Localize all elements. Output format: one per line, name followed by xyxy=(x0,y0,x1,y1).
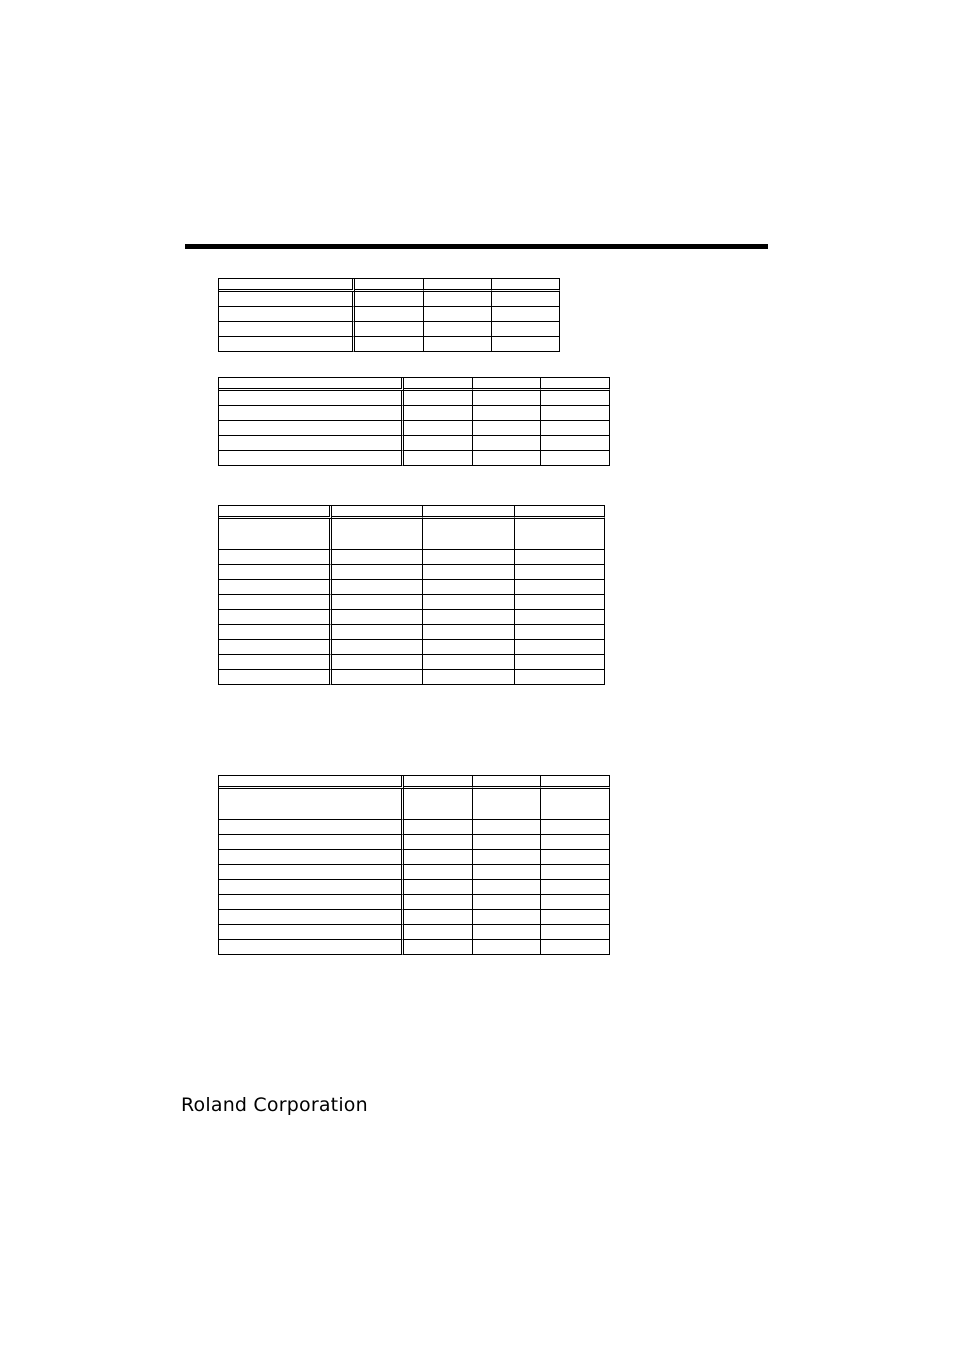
table-header-row xyxy=(219,506,605,519)
table-cell xyxy=(404,436,472,451)
table-cell xyxy=(541,850,610,865)
table-row xyxy=(219,565,605,580)
table-row xyxy=(219,580,605,595)
table-cell xyxy=(541,451,610,466)
table-cell xyxy=(332,610,423,625)
table-row xyxy=(219,322,560,337)
table-cell xyxy=(473,378,541,391)
table-row xyxy=(219,910,610,925)
table-cell xyxy=(219,776,404,789)
table-row xyxy=(219,625,605,640)
table-cell xyxy=(404,835,472,850)
table-cell xyxy=(424,337,492,352)
table-row xyxy=(219,436,610,451)
table-cell xyxy=(332,519,423,550)
table-row xyxy=(219,451,610,466)
table-cell xyxy=(404,865,472,880)
table-cell xyxy=(219,640,332,655)
table-cell xyxy=(473,865,541,880)
table-cell xyxy=(219,625,332,640)
table-cell xyxy=(424,292,492,307)
table-cell xyxy=(355,337,423,352)
table-cell xyxy=(541,436,610,451)
table-cell xyxy=(423,610,514,625)
table-row xyxy=(219,640,605,655)
table-cell xyxy=(473,391,541,406)
table-cell xyxy=(219,865,404,880)
table-cell xyxy=(332,655,423,670)
table-cell xyxy=(541,406,610,421)
table-row xyxy=(219,421,610,436)
table-cell xyxy=(404,378,472,391)
table-cell xyxy=(219,610,332,625)
table-cell xyxy=(423,595,514,610)
table-cell xyxy=(404,391,472,406)
table-cell xyxy=(404,421,472,436)
table-cell xyxy=(219,406,404,421)
table-cell xyxy=(541,421,610,436)
table-cell xyxy=(541,895,610,910)
table-cell xyxy=(515,655,605,670)
table-row xyxy=(219,655,605,670)
spec-table-1 xyxy=(218,278,560,352)
table-cell xyxy=(541,880,610,895)
table-row xyxy=(219,835,610,850)
table-cell xyxy=(515,595,605,610)
table-cell xyxy=(219,910,404,925)
spec-table-4 xyxy=(218,775,610,955)
table-cell xyxy=(219,337,355,352)
table-row xyxy=(219,595,605,610)
table-cell xyxy=(355,279,423,292)
table-cell xyxy=(424,279,492,292)
table-row xyxy=(219,880,610,895)
table-cell xyxy=(423,565,514,580)
table-cell xyxy=(492,307,560,322)
table-cell xyxy=(473,436,541,451)
brand-name: Roland Corporation xyxy=(181,1094,368,1116)
table-cell xyxy=(515,519,605,550)
table-cell xyxy=(473,925,541,940)
table-cell xyxy=(219,925,404,940)
table-cell xyxy=(219,421,404,436)
table-row xyxy=(219,820,610,835)
table-cell xyxy=(541,835,610,850)
table-cell xyxy=(473,940,541,955)
table-cell xyxy=(423,519,514,550)
table-cell xyxy=(355,292,423,307)
table-cell xyxy=(219,880,404,895)
table-cell xyxy=(219,391,404,406)
table-cell xyxy=(541,789,610,820)
table-cell xyxy=(332,595,423,610)
table-cell xyxy=(219,292,355,307)
table-row xyxy=(219,925,610,940)
table-cell xyxy=(332,625,423,640)
table-cell xyxy=(515,670,605,685)
table-cell xyxy=(473,776,541,789)
table-cell xyxy=(473,789,541,820)
spec-table-3 xyxy=(218,505,605,685)
table-cell xyxy=(515,580,605,595)
table-cell xyxy=(473,880,541,895)
table-cell xyxy=(219,550,332,565)
table-cell xyxy=(404,850,472,865)
table-row xyxy=(219,789,610,820)
spec-table-2 xyxy=(218,377,610,466)
table-cell xyxy=(541,820,610,835)
table-row xyxy=(219,406,610,421)
table-cell xyxy=(423,550,514,565)
table-cell xyxy=(219,322,355,337)
table-cell xyxy=(404,789,472,820)
table-cell xyxy=(404,820,472,835)
table-cell xyxy=(492,337,560,352)
table-cell xyxy=(404,776,472,789)
table-cell xyxy=(219,835,404,850)
table-cell xyxy=(424,307,492,322)
table-row xyxy=(219,940,610,955)
table-row xyxy=(219,337,560,352)
table-header-row xyxy=(219,279,560,292)
table-row xyxy=(219,670,605,685)
table-cell xyxy=(473,451,541,466)
table-cell xyxy=(515,610,605,625)
table-cell xyxy=(541,391,610,406)
table-cell xyxy=(332,565,423,580)
table-cell xyxy=(473,820,541,835)
table-cell xyxy=(541,925,610,940)
table-header-row xyxy=(219,776,610,789)
table-cell xyxy=(423,640,514,655)
table-header-row xyxy=(219,378,610,391)
table-cell xyxy=(219,820,404,835)
header-rule xyxy=(185,244,768,249)
table-cell xyxy=(219,789,404,820)
table-cell xyxy=(332,670,423,685)
table-cell xyxy=(332,506,423,519)
table-cell xyxy=(492,322,560,337)
table-cell xyxy=(515,625,605,640)
table-row xyxy=(219,550,605,565)
table-cell xyxy=(332,580,423,595)
table-cell xyxy=(473,910,541,925)
table-row xyxy=(219,865,610,880)
table-cell xyxy=(473,850,541,865)
table-cell xyxy=(473,835,541,850)
table-row xyxy=(219,519,605,550)
table-cell xyxy=(404,925,472,940)
table-cell xyxy=(473,421,541,436)
table-cell xyxy=(219,655,332,670)
table-cell xyxy=(541,865,610,880)
table-cell xyxy=(219,307,355,322)
table-cell xyxy=(423,670,514,685)
table-cell xyxy=(219,595,332,610)
table-cell xyxy=(332,550,423,565)
table-cell xyxy=(541,940,610,955)
table-row xyxy=(219,850,610,865)
table-cell xyxy=(515,550,605,565)
table-cell xyxy=(219,580,332,595)
table-cell xyxy=(219,850,404,865)
table-cell xyxy=(404,451,472,466)
table-cell xyxy=(423,580,514,595)
table-cell xyxy=(473,895,541,910)
table-cell xyxy=(423,506,514,519)
table-cell xyxy=(219,506,332,519)
table-cell xyxy=(423,625,514,640)
table-cell xyxy=(404,940,472,955)
table-cell xyxy=(515,565,605,580)
table-cell xyxy=(219,940,404,955)
table-cell xyxy=(404,880,472,895)
table-cell xyxy=(219,519,332,550)
table-cell xyxy=(219,279,355,292)
table-cell xyxy=(541,776,610,789)
table-cell xyxy=(332,640,423,655)
table-cell xyxy=(355,307,423,322)
table-cell xyxy=(492,292,560,307)
table-row xyxy=(219,610,605,625)
table-cell xyxy=(219,451,404,466)
table-cell xyxy=(424,322,492,337)
table-cell xyxy=(423,655,514,670)
table-row xyxy=(219,307,560,322)
table-cell xyxy=(219,378,404,391)
table-row xyxy=(219,895,610,910)
table-cell xyxy=(515,506,605,519)
table-cell xyxy=(541,910,610,925)
table-row xyxy=(219,292,560,307)
table-cell xyxy=(404,406,472,421)
table-cell xyxy=(219,436,404,451)
table-cell xyxy=(219,895,404,910)
table-row xyxy=(219,391,610,406)
table-cell xyxy=(492,279,560,292)
table-cell xyxy=(473,406,541,421)
table-cell xyxy=(515,640,605,655)
table-cell xyxy=(541,378,610,391)
table-cell xyxy=(219,565,332,580)
table-cell xyxy=(404,910,472,925)
table-cell xyxy=(404,895,472,910)
table-cell xyxy=(355,322,423,337)
table-cell xyxy=(219,670,332,685)
